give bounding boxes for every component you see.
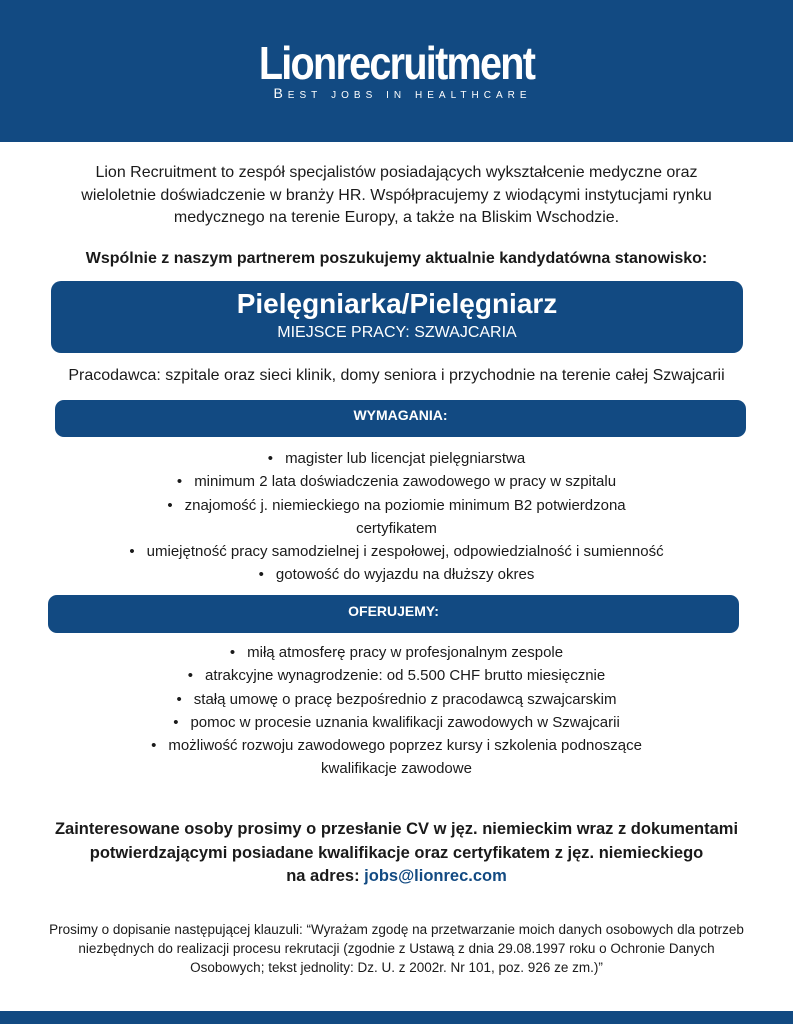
intro-line: wieloletnie doświadczenie w branży HR. Współpracujemy z wiodącymi instytucjami rynku [81, 186, 712, 204]
header-banner [0, 0, 793, 142]
bullet-icon: • [176, 690, 182, 708]
list-item-text: pomoc w procesie uznania kwalifikacji zawodowych w Szwajcarii [190, 713, 620, 731]
list-item-text: umiejętność pracy samodzielnej i zespołowej, odpowiedzialność i sumienność [146, 543, 664, 561]
offer-list [0, 641, 793, 781]
position-location: MIEJSCE PRACY: SZWAJCARIA [277, 324, 517, 341]
intro-paragraph [60, 162, 733, 230]
list-item-continuation: certyfikatem [356, 519, 437, 537]
cta-line: Zainteresowane osoby prosimy o przesłanie CV w jęz. niemieckim wraz z dokumentami [54, 820, 739, 838]
position-box [51, 281, 743, 353]
footer-bar [0, 1011, 793, 1024]
cta-line: potwierdzającymi posiadane kwalifikacje oraz certyfikatem z jęz. niemieckiego [89, 843, 704, 862]
clause-line: Prosimy o dopisanie następującej klauzuli: “Wyrażam zgodę na przetwarzanie moich danych osobowych dla potrzeb [49, 922, 744, 937]
intro-line: medycznego na terenie Europy, a także na Bliskim Wschodzie. [173, 209, 620, 226]
clause-line: niezbędnych do realizacji procesu rekrutacji (zgodnie z Ustawą z dnia 29.08.1997 roku o Ochronie Danych [78, 941, 715, 956]
list-item [0, 734, 793, 781]
list-item-text: możliwość rozwoju zawodowego poprzez kursy i szkolenia podnoszące [168, 737, 642, 755]
requirements-list [0, 447, 793, 587]
offer-heading: OFERUJEMY: [48, 595, 739, 633]
list-item-text: minimum 2 lata doświadczenia zawodowego w pracy w szpitalu [194, 473, 617, 491]
list-item [0, 447, 793, 470]
list-item-text: gotowość do wyjazdu na dłuższy okres [275, 566, 535, 584]
email-link[interactable]: jobs@lionrec.com [364, 867, 507, 885]
brand-tagline: Best jobs in healthcare [273, 85, 532, 101]
list-item [0, 470, 793, 493]
bullet-icon: • [258, 566, 264, 584]
bullet-icon: • [229, 644, 236, 661]
intro-line: Lion Recruitment to zespół specjalistów posiadających wykształcenie medyczne oraz [95, 164, 698, 181]
list-item-continuation: kwalifikacje zawodowe [321, 760, 472, 778]
cta-line [20, 865, 773, 889]
list-item [0, 711, 793, 734]
list-item [0, 641, 793, 664]
position-title: Pielęgniarka/Pielęgniarz [236, 288, 558, 319]
bullet-icon: • [267, 450, 274, 467]
gdpr-clause [30, 920, 763, 977]
list-item [0, 664, 793, 687]
clause-line: Osobowych; tekst jednolity: Dz. U. z 2002r. Nr 101, poz. 926 ze zm.)” [190, 960, 603, 975]
brand-logo: Lionrecruitment [258, 37, 535, 89]
application-instructions [20, 818, 773, 889]
list-item-text: stałą umowę o pracę bezpośrednio z pracodawcą szwajcarskim [193, 690, 617, 708]
lead-sentence: Wspólnie z naszym partnerem poszukujemy aktualnie kandydatówna stanowisko: [85, 250, 708, 267]
list-item-text: znajomość j. niemieckiego na poziomie minimum B2 potwierdzona [184, 496, 626, 514]
requirements-heading: WYMAGANIA: [55, 400, 746, 437]
list-item-text: atrakcyjne wynagrodzenie: od 5.500 CHF brutto miesięcznie [205, 667, 606, 685]
bullet-icon: • [129, 543, 135, 561]
cta-address-label: na adres: [286, 867, 360, 885]
list-item [0, 540, 793, 563]
list-item [0, 563, 793, 586]
bullet-icon: • [176, 473, 183, 491]
list-item [0, 688, 793, 711]
list-item-text: miłą atmosferę pracy w profesjonalnym zespole [247, 644, 564, 661]
bullet-icon: • [173, 713, 179, 731]
bullet-icon: • [167, 496, 173, 514]
employer-line: Pracodawca: szpitale oraz sieci klinik, domy seniora i przychodnie na terenie całej Szwajcarii [68, 367, 725, 384]
list-item [0, 494, 793, 541]
list-item-text: magister lub licencjat pielęgniarstwa [285, 450, 526, 467]
bullet-icon: • [151, 737, 157, 755]
bullet-icon: • [187, 667, 194, 685]
